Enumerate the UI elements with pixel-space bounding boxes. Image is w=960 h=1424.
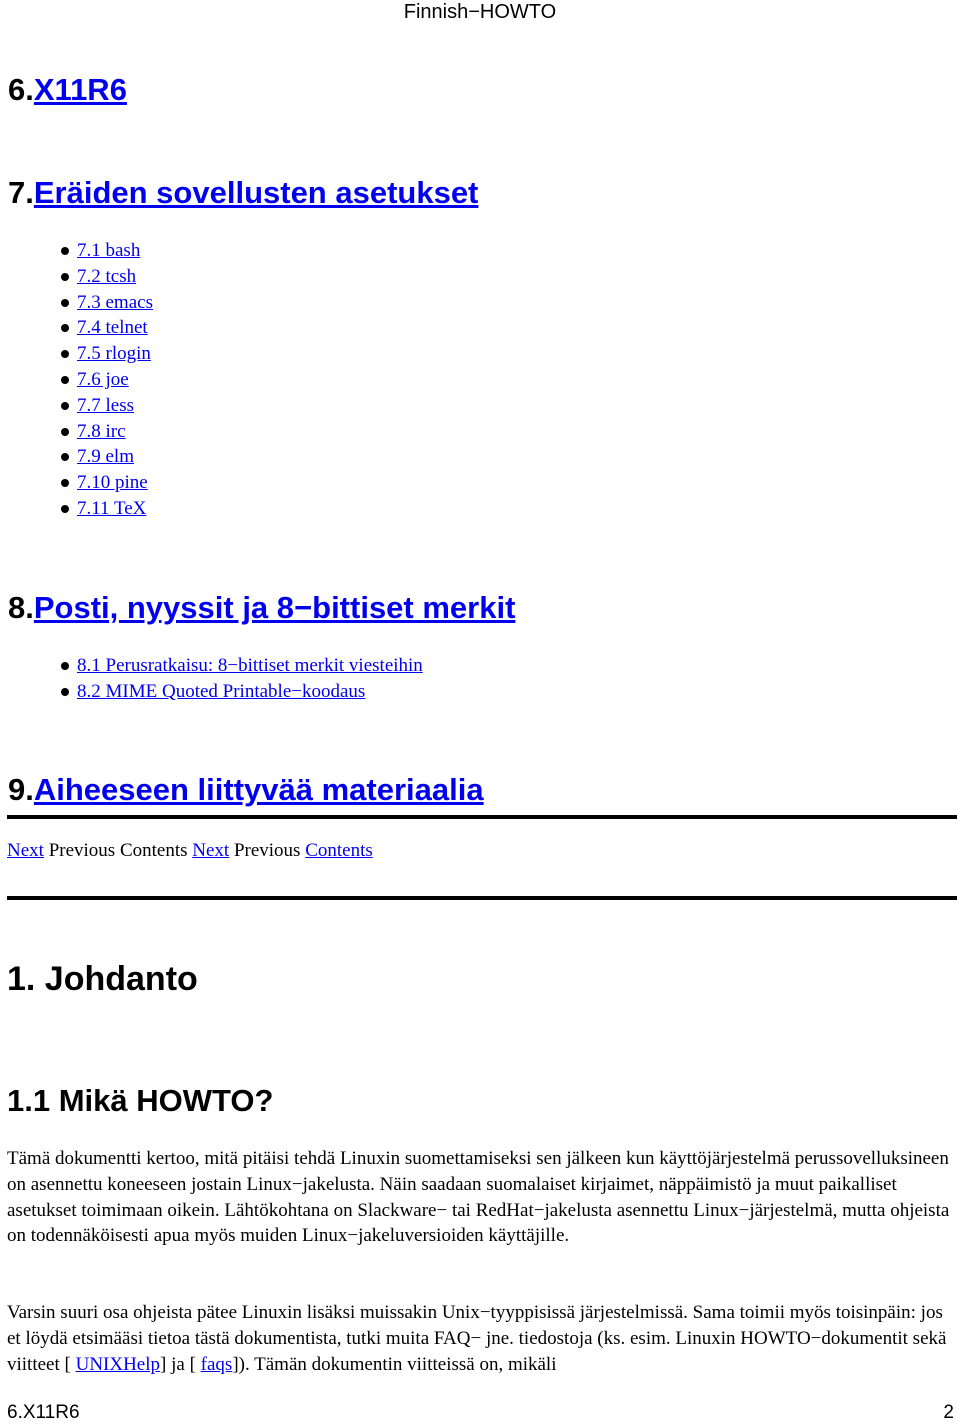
faqs-link[interactable]: faqs (200, 1353, 233, 1375)
subsection-title: 1.1 Mikä HOWTO? (7, 1083, 274, 1118)
toc-item (77, 341, 153, 367)
paragraph-unix (7, 1300, 952, 1377)
toc-link-tcsh[interactable]: 7.2 tcsh (77, 265, 137, 287)
section-number: 6. (8, 72, 34, 107)
section-link-aiheeseen-liittyvaa[interactable]: Aiheeseen liittyvää materiaalia (33, 772, 484, 807)
toc-item (77, 653, 423, 679)
toc-link-mime-quoted-printable[interactable]: 8.2 MIME Quoted Printable−koodaus (77, 680, 366, 702)
toc-link-elm[interactable]: 7.9 elm (77, 446, 134, 468)
section-number: 7. (8, 175, 34, 210)
horizontal-rule (7, 896, 957, 900)
toc-item (77, 393, 153, 419)
toc-item (77, 367, 153, 393)
toc-link-irc[interactable]: 7.8 irc (77, 420, 126, 442)
toc-link-rlogin[interactable]: 7.5 rlogin (77, 343, 151, 365)
section-link-posti-nyyssit[interactable]: Posti, nyyssit ja 8−bittiset merkit (33, 590, 516, 625)
toc-item (77, 315, 153, 341)
toc-link-tex[interactable]: 7.11 TeX (77, 497, 147, 519)
toc-item (77, 470, 153, 496)
toc-link-less[interactable]: 7.7 less (77, 394, 134, 416)
paragraph-text: Varsin suuri osa ohjeista pätee Linuxin lisäksi muissakin Unix−tyyppisissä järjestelmissä. Sama toimii myös toisinpäin: jos et löydä etsimääsi tietoa tästä dokumentista, tutki muita FAQ− jne. tiedostoja (ks. esim. Linuxin HOWTO−dokumentit sekä viitteet [ (7, 1302, 947, 1375)
toc-item (77, 238, 153, 264)
horizontal-rule (7, 815, 957, 819)
toc-item (77, 444, 153, 470)
section-number: 8. (8, 590, 34, 625)
nav-contents-link[interactable]: Contents (305, 840, 373, 861)
section-number: 9. (8, 772, 34, 807)
section-link-sovellusten-asetukset[interactable]: Eräiden sovellusten asetukset (33, 175, 479, 210)
toc-link-pine[interactable]: 7.10 pine (77, 472, 148, 494)
running-header: Finnish−HOWTO (403, 1, 557, 23)
toc-item (77, 264, 153, 290)
paragraph-intro: Tämä dokumentti kertoo, mitä pitäisi tehdä Linuxin suomettamiseksi sen jälkeen kun käyttöjärjestelmä perussovelluksineen on asennettu koneeseen jostain Linux−jakelusta. Näin saadaan suomalaiset kirjaimet, näppäimistö ja muut paikalliset asetukset toimimaan oikein. Lähtökohtana on Slackware− tai RedHat−jakelusta asennettu Linux−järjestelmä, mutta ohjeista on todennäköisesti apua myös muiden Linux−jakeluversioiden käyttäjille. (7, 1148, 950, 1247)
nav-previous-text: Previous (233, 840, 301, 861)
toc-item (77, 290, 153, 316)
toc-link-emacs[interactable]: 7.3 emacs (77, 291, 153, 313)
section-heading-7 (8, 175, 478, 211)
toc-item (77, 679, 423, 705)
paragraph-text: ]). Tämän dokumentin viitteissä on, mikäli (232, 1353, 557, 1375)
nav-previous-text: Previous (48, 840, 116, 861)
section-heading-6 (8, 72, 127, 108)
toc-item (77, 496, 153, 522)
section-heading-9 (8, 772, 484, 808)
section-link-x11r6[interactable]: X11R6 (33, 72, 127, 107)
toc-link-joe[interactable]: 7.6 joe (77, 368, 129, 390)
toc-list-section-7 (0, 238, 153, 522)
toc-link-perusratkaisu[interactable]: 8.1 Perusratkaisu: 8−bittiset merkit viesteihin (77, 655, 423, 676)
chapter-title: 1. Johdanto (7, 960, 198, 998)
nav-next-link[interactable]: Next (192, 840, 230, 861)
toc-list-section-8 (0, 653, 423, 705)
navigation-bar (7, 839, 373, 863)
nav-contents-text: Contents (119, 840, 188, 861)
footer-section-label: 6.X11R6 (7, 1402, 80, 1423)
footer-page-number: 2 (943, 1402, 954, 1423)
toc-link-bash[interactable]: 7.1 bash (77, 240, 141, 261)
toc-link-telnet[interactable]: 7.4 telnet (77, 317, 148, 339)
section-heading-8 (8, 590, 515, 626)
paragraph-text: ] ja [ (160, 1353, 201, 1375)
unixhelp-link[interactable]: UNIXHelp (75, 1353, 161, 1375)
nav-next-link[interactable]: Next (7, 840, 44, 861)
toc-item (77, 419, 153, 445)
